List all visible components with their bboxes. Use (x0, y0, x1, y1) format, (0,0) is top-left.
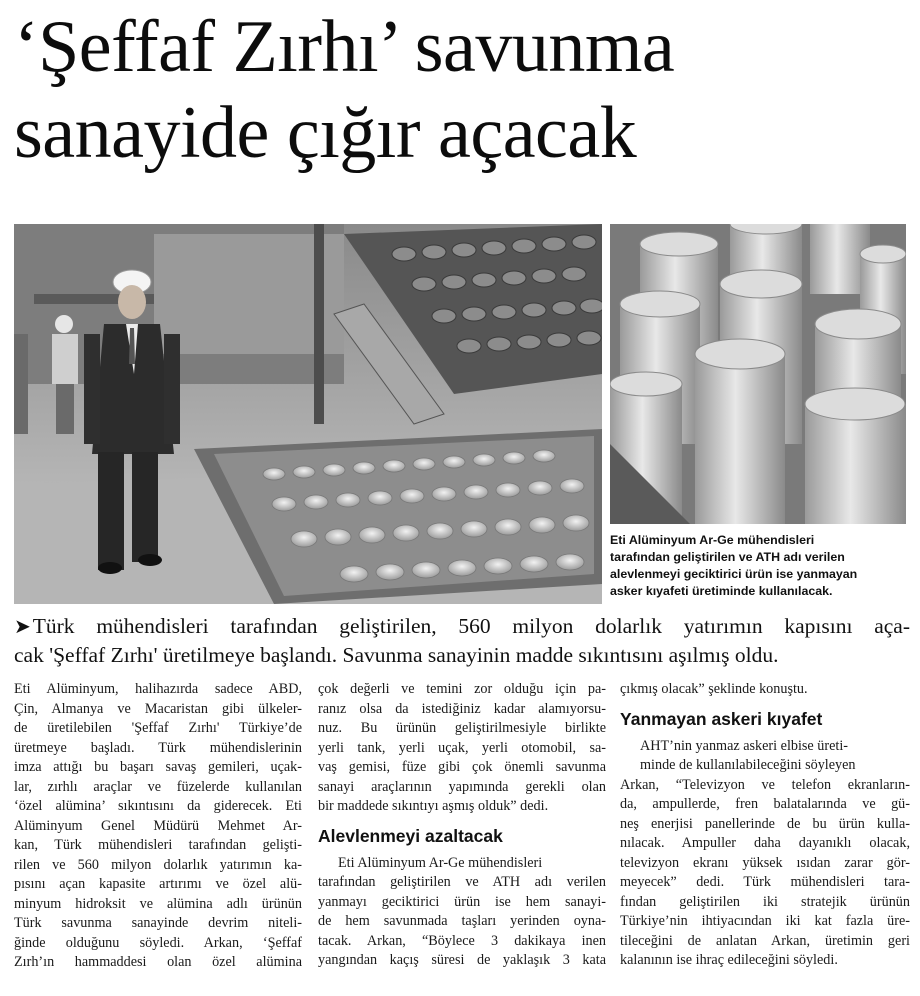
body-line: yanmayı geciktirici ürün ise hem sanayi- (318, 893, 606, 910)
body-line: imza attığı bu başarı savaş gemileri, uçak- (14, 759, 302, 775)
body-line: tileceğini de anlatan Arkan, üretimin geri (620, 932, 910, 949)
lead-line-1 (14, 612, 910, 641)
body-line: nuz. Bu ürünün geliştirilmesiyle birlikte (318, 720, 606, 736)
arrow-bullet-icon: ➤ (14, 614, 31, 638)
caption-line: alevlenmeyi geciktirici ürün ise yanmayan (610, 567, 858, 581)
lead-paragraph (14, 612, 910, 670)
body-line: lar, zırhlı araçlar ve füzelerde kullanılan (14, 778, 302, 795)
body-line: bir maddede sıkıntıyı aşmış olduk” dedi. (318, 798, 549, 814)
body-line: sanayi araçlarının yapımında gerekli olan (318, 778, 606, 795)
subheading-yanmayan: Yanmayan askeri kıyafet (620, 708, 823, 729)
body-line: kalanının ise ihraç edileceğini söyledi. (620, 952, 838, 968)
factory-photo (14, 224, 602, 604)
body-line: de üretilebilen 'Şeffaf Zırhı' Türkiye’de (14, 720, 302, 736)
body-line: minyum hidroksit ve alümina adlı ürünün (14, 895, 302, 912)
body-line: fından geliştirilen iki stratejik ürünün (620, 893, 910, 910)
article-column-3 (620, 680, 910, 971)
body-line: de hem savunmada taşları yerinden oyna- (318, 913, 606, 929)
article-column-1 (14, 680, 302, 973)
caption-line: asker kıyafeti üretiminde kullanılacak. (610, 584, 833, 598)
body-line: vaş gemisi, füze gibi çok önemli savunma (318, 759, 606, 775)
body-line: Alüminyum Genel Müdürü Mehmet Ar- (14, 817, 302, 834)
body-line: AHT’nin yanmaz askeri elbise üreti- (640, 737, 849, 754)
body-line: meyecek” dedi. Türk mühendisleri tara- (620, 874, 910, 890)
factory-photo-illustration (14, 224, 602, 604)
body-line: ‘özel alümina’ sıkıntısını da giderecek. Eti (14, 798, 302, 814)
body-line: Eti Alüminyum, halihazırda sadece ABD, (14, 681, 302, 697)
article-column-2 (318, 680, 606, 971)
aluminum-cylinders-illustration (610, 224, 906, 524)
body-line: rilen ve 560 milyon dolarlık yatırımın ka- (14, 856, 302, 873)
body-line: pısını açan kapasite artırımı ve özel alü- (14, 876, 302, 892)
lead-line-1-text: Türk mühendisleri tarafından geliştirilen, 560 milyon dolarlık yatırımın kapısını aça- (32, 614, 910, 638)
body-line: da, ampullerde, fren balatalarında ve gü- (620, 796, 910, 812)
subheading-alevlenmeyi: Alevlenmeyi azaltacak (318, 825, 503, 846)
body-line: yerli tank, yerli uçak, yerli otomobil, sa- (318, 739, 606, 756)
headline-line-1: ‘Şeffaf Zırhı’ savunma (14, 6, 675, 88)
body-line: ğinde olduğunu söyledi. Arkan, ‘Şeffaf (14, 934, 302, 951)
body-line: minde de kullanılabileceğini söyleyen (640, 757, 856, 773)
body-line: neş enerjisi panellerinde de bu ürün kulla- (620, 815, 910, 832)
body-line: Türk savunma sanayinde devrim niteli- (14, 915, 302, 931)
body-line: Çin, Almanya ve Macaristan gibi ülkeler- (14, 700, 302, 717)
body-line: televizyon ekranı yüksek ısıdan zarar gör- (620, 854, 910, 871)
body-line: kan, Türk mühendisleri tarafından gelişti- (14, 837, 302, 853)
caption-line: tarafından geliştirilen ve ATH adı verilen (610, 550, 845, 564)
body-line: Zırh’ın hammaddesi olan özel alümina (14, 954, 302, 970)
caption-line: Eti Alüminyum Ar-Ge mühendisleri (610, 533, 815, 547)
body-line: Türkiye’nin ihtiyacından iki kat fazla üre- (620, 913, 910, 929)
headline-line-2: sanayide çığır açacak (14, 92, 637, 174)
body-line: çıkmış olacak” şeklinde konuştu. (620, 681, 808, 697)
body-line: tacak. Arkan, “Böylece 3 dakikaya inen (318, 932, 606, 949)
body-line: ranız olsa da istediğiniz kadar alamıyorsu- (318, 700, 606, 717)
body-line: yangından kaçış süresi de yaklaşık 3 kata (318, 952, 606, 968)
body-line: Eti Alüminyum Ar-Ge mühendisleri (338, 854, 543, 871)
body-line: nılacak. Ampuller daha dayanıklı olacak, (620, 835, 910, 851)
body-line: Arkan, “Televizyon ve telefon ekranların- (620, 776, 910, 793)
headline (14, 4, 914, 176)
aluminum-cylinders-photo (610, 224, 906, 524)
body-line: çok değerli ve temini zor olduğu için pa- (318, 681, 606, 697)
body-line: tarafından geliştirilen ve ATH adı verilen (318, 874, 606, 890)
lead-line-2: cak 'Şeffaf Zırhı' üretilmeye başlandı. Savunma sanayinin madde sıkıntısını aşılmış oldu. (14, 643, 779, 667)
body-line: üretmeye başladı. Türk mühendislerinin (14, 739, 302, 756)
photo-caption (610, 532, 906, 600)
